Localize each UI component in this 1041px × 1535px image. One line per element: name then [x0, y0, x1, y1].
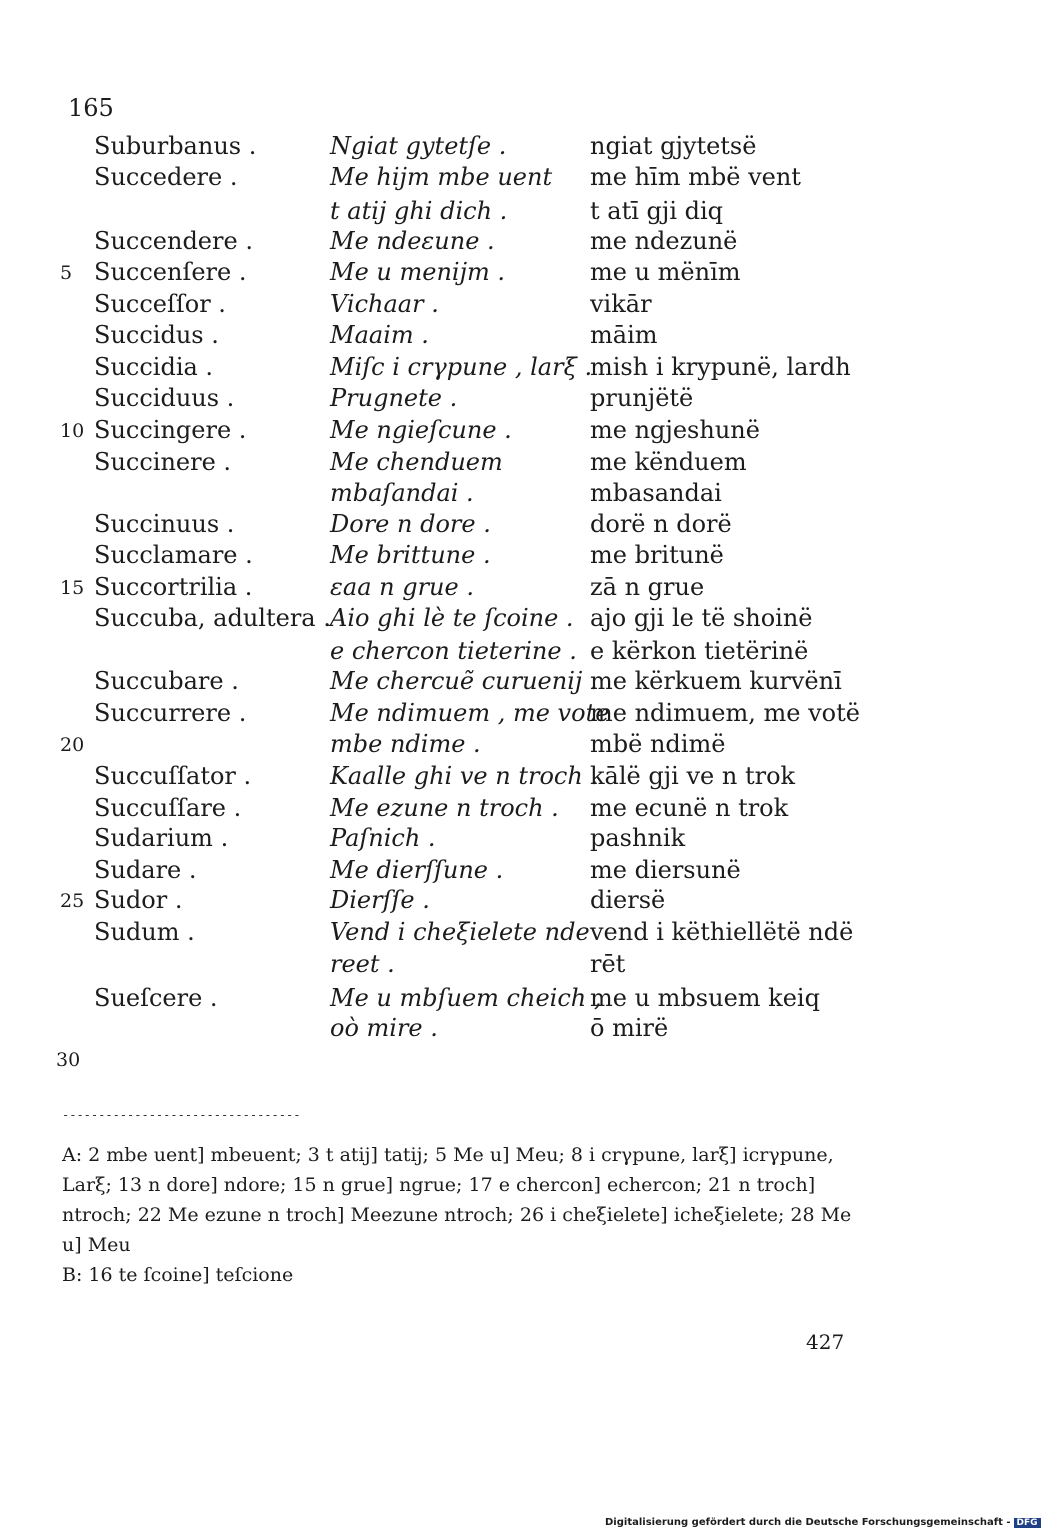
- glossary-row: [0, 604, 1000, 636]
- latin-term: Succedere .: [94, 163, 238, 191]
- latin-term: Succidia .: [94, 353, 214, 381]
- line-number: 15: [60, 577, 85, 599]
- glossary-row: [0, 730, 1000, 762]
- line-number: 5: [60, 262, 73, 284]
- old-albanian-term: Paſnich .: [330, 824, 436, 852]
- glossary-row: [0, 886, 1000, 918]
- old-albanian-term: Me hijm mbe uent: [330, 163, 553, 191]
- modern-albanian-term: mbasandai: [590, 479, 722, 507]
- old-albanian-term: Vend i cheξielete nde: [330, 918, 590, 946]
- old-albanian-term: Miſc i crγpune , larξ .: [330, 353, 593, 381]
- modern-albanian-term: t atī gji diq: [590, 197, 724, 225]
- glossary-row: [0, 510, 1000, 542]
- latin-term: Sudarium .: [94, 824, 229, 852]
- modern-albanian-term: ō mirë: [590, 1014, 669, 1042]
- modern-albanian-term: dorë n dorë: [590, 510, 732, 538]
- line-number: 10: [60, 420, 85, 442]
- old-albanian-term: Vichaar .: [330, 290, 439, 318]
- latin-term: Succuſſare .: [94, 794, 242, 822]
- old-albanian-term: Aio ghi lè te ſcoine .: [330, 604, 574, 632]
- credit-text: Digitalisierung gefördert durch die Deutsche Forschungsgemeinschaft -: [605, 1517, 1011, 1528]
- glossary-row: [0, 163, 1000, 195]
- latin-term: Succubare .: [94, 667, 239, 695]
- glossary-row: [0, 448, 1000, 480]
- glossary-row: [0, 794, 1000, 826]
- glossary-row: [0, 699, 1000, 731]
- glossary-row: [0, 353, 1000, 385]
- glossary-row: [0, 1014, 1000, 1046]
- glossary-row: [0, 637, 1000, 669]
- glossary-row: [0, 984, 1000, 1016]
- glossary-row: [0, 416, 1000, 448]
- modern-albanian-term: me kënduem: [590, 448, 747, 476]
- latin-term: Succinuus .: [94, 510, 235, 538]
- old-albanian-term: t atij ghi dich .: [330, 197, 508, 225]
- glossary-row: [0, 667, 1000, 699]
- old-albanian-term: Dierſſe .: [330, 886, 430, 914]
- glossary-row: [0, 197, 1000, 229]
- modern-albanian-term: vikār: [590, 290, 652, 318]
- latin-term: Succeſſor .: [94, 290, 226, 318]
- modern-albanian-term: me ngjeshunë: [590, 416, 760, 444]
- glossary-row: [0, 950, 1000, 982]
- modern-albanian-term: zā n grue: [590, 573, 705, 601]
- footnotes: [62, 1140, 862, 1290]
- modern-albanian-term: me ecunë n trok: [590, 794, 789, 822]
- latin-term: Suburbanus .: [94, 132, 257, 160]
- old-albanian-term: Me ezune n troch .: [330, 794, 559, 822]
- modern-albanian-term: prunjëtë: [590, 384, 694, 412]
- modern-albanian-term: me u mënīm: [590, 258, 741, 286]
- old-albanian-term: Me brittune .: [330, 541, 491, 569]
- old-albanian-term: εaa n grue .: [330, 573, 474, 601]
- old-albanian-term: Maaim .: [330, 321, 429, 349]
- old-albanian-term: Prugnete .: [330, 384, 458, 412]
- glossary-row: [0, 384, 1000, 416]
- latin-term: Sudor .: [94, 886, 183, 914]
- latin-term: Succenſere .: [94, 258, 247, 286]
- page-number-top: 165: [68, 94, 114, 122]
- latin-term: Succurrere .: [94, 699, 247, 727]
- modern-albanian-term: me ndezunë: [590, 227, 738, 255]
- glossary-row: [0, 918, 1000, 950]
- dfg-logo: DFG: [1014, 1518, 1041, 1528]
- glossary-row: [0, 321, 1000, 353]
- folio-number: 427: [806, 1330, 845, 1354]
- glossary-row: [0, 479, 1000, 511]
- modern-albanian-term: vend i këthiellëtë ndë: [590, 918, 854, 946]
- glossary-row: [0, 573, 1000, 605]
- latin-term: Succinere .: [94, 448, 232, 476]
- glossary-row: [0, 1045, 1000, 1077]
- old-albanian-term: mbe ndime .: [330, 730, 481, 758]
- glossary-row: [0, 290, 1000, 322]
- modern-albanian-term: kālë gji ve n trok: [590, 762, 796, 790]
- modern-albanian-term: mish i krypunë, lardh: [590, 353, 851, 381]
- modern-albanian-term: me diersunë: [590, 856, 741, 884]
- footnote-a: A: 2 mbe uent] mbeuent; 3 t atij] tatij; 5 Me u] Meu; 8 i crγpune, larξ] icrγpune, Larξ; 13 n dore] ndore; 15 n grue] ngrue; 17 e chercon] echercon; 21 n troch] ntroch; 22 Me ezune n troch] Meezune ntroch; 26 i cheξielete] icheξielete; 28 Me u] Meu: [62, 1144, 852, 1256]
- modern-albanian-term: ngiat gjytetsë: [590, 132, 757, 160]
- modern-albanian-term: diersë: [590, 886, 666, 914]
- modern-albanian-term: māim: [590, 321, 658, 349]
- modern-albanian-term: e kërkon tietërinë: [590, 637, 809, 665]
- latin-term: Succendere .: [94, 227, 253, 255]
- latin-term: Succidus .: [94, 321, 219, 349]
- line-number: 25: [60, 890, 85, 912]
- modern-albanian-term: me u mbsuem keiq: [590, 984, 820, 1012]
- old-albanian-term: Kaalle ghi ve n troch .: [330, 762, 599, 790]
- glossary-row: [0, 132, 1000, 164]
- glossary-row: [0, 762, 1000, 794]
- old-albanian-term: Me ndeεune .: [330, 227, 495, 255]
- old-albanian-term: e chercon tieterine .: [330, 637, 577, 665]
- latin-term: Succuba, adultera .: [94, 604, 331, 632]
- latin-term: Succlamare .: [94, 541, 253, 569]
- modern-albanian-term: me hīm mbë vent: [590, 163, 801, 191]
- old-albanian-term: Me chercuẽ curuenij .: [330, 667, 598, 695]
- modern-albanian-term: rēt: [590, 950, 626, 978]
- latin-term: Sudare .: [94, 856, 197, 884]
- old-albanian-term: mbaſandai .: [330, 479, 474, 507]
- latin-term: Succiduus .: [94, 384, 235, 412]
- modern-albanian-term: mbë ndimë: [590, 730, 726, 758]
- glossary-row: [0, 824, 1000, 856]
- modern-albanian-term: ajo gji le të shoinë: [590, 604, 813, 632]
- line-number: 30: [56, 1049, 81, 1071]
- modern-albanian-term: pashnik: [590, 824, 686, 852]
- old-albanian-term: Me chenduem: [330, 448, 503, 476]
- old-albanian-term: reet .: [330, 950, 395, 978]
- glossary-row: [0, 227, 1000, 259]
- glossary-row: [0, 856, 1000, 888]
- latin-term: Succingere .: [94, 416, 247, 444]
- latin-term: Succuſſator .: [94, 762, 252, 790]
- footnote-b: B: 16 te ſcoine] teſcione: [62, 1264, 294, 1286]
- line-number: 20: [60, 734, 85, 756]
- old-albanian-term: Me u mbſuem cheich ,: [330, 984, 602, 1012]
- modern-albanian-term: me kërkuem kurvënī: [590, 667, 842, 695]
- old-albanian-term: Dore n dore .: [330, 510, 491, 538]
- old-albanian-term: oò mire .: [330, 1014, 438, 1042]
- latin-term: Sueſcere .: [94, 984, 218, 1012]
- latin-term: Succortrilia .: [94, 573, 253, 601]
- modern-albanian-term: me britunë: [590, 541, 724, 569]
- digitization-credit: [605, 1517, 1041, 1528]
- old-albanian-term: Ngiat gytetſe .: [330, 132, 507, 160]
- glossary-row: [0, 541, 1000, 573]
- modern-albanian-term: me ndimuem, me votë: [590, 699, 860, 727]
- old-albanian-term: Me ndimuem , me vote: [330, 699, 610, 727]
- glossary-row: [0, 258, 1000, 290]
- latin-term: Sudum .: [94, 918, 195, 946]
- old-albanian-term: Me dierſſune .: [330, 856, 504, 884]
- footnote-separator: ---------------------------------: [62, 1108, 301, 1122]
- old-albanian-term: Me ngieſcune .: [330, 416, 512, 444]
- old-albanian-term: Me u menijm .: [330, 258, 506, 286]
